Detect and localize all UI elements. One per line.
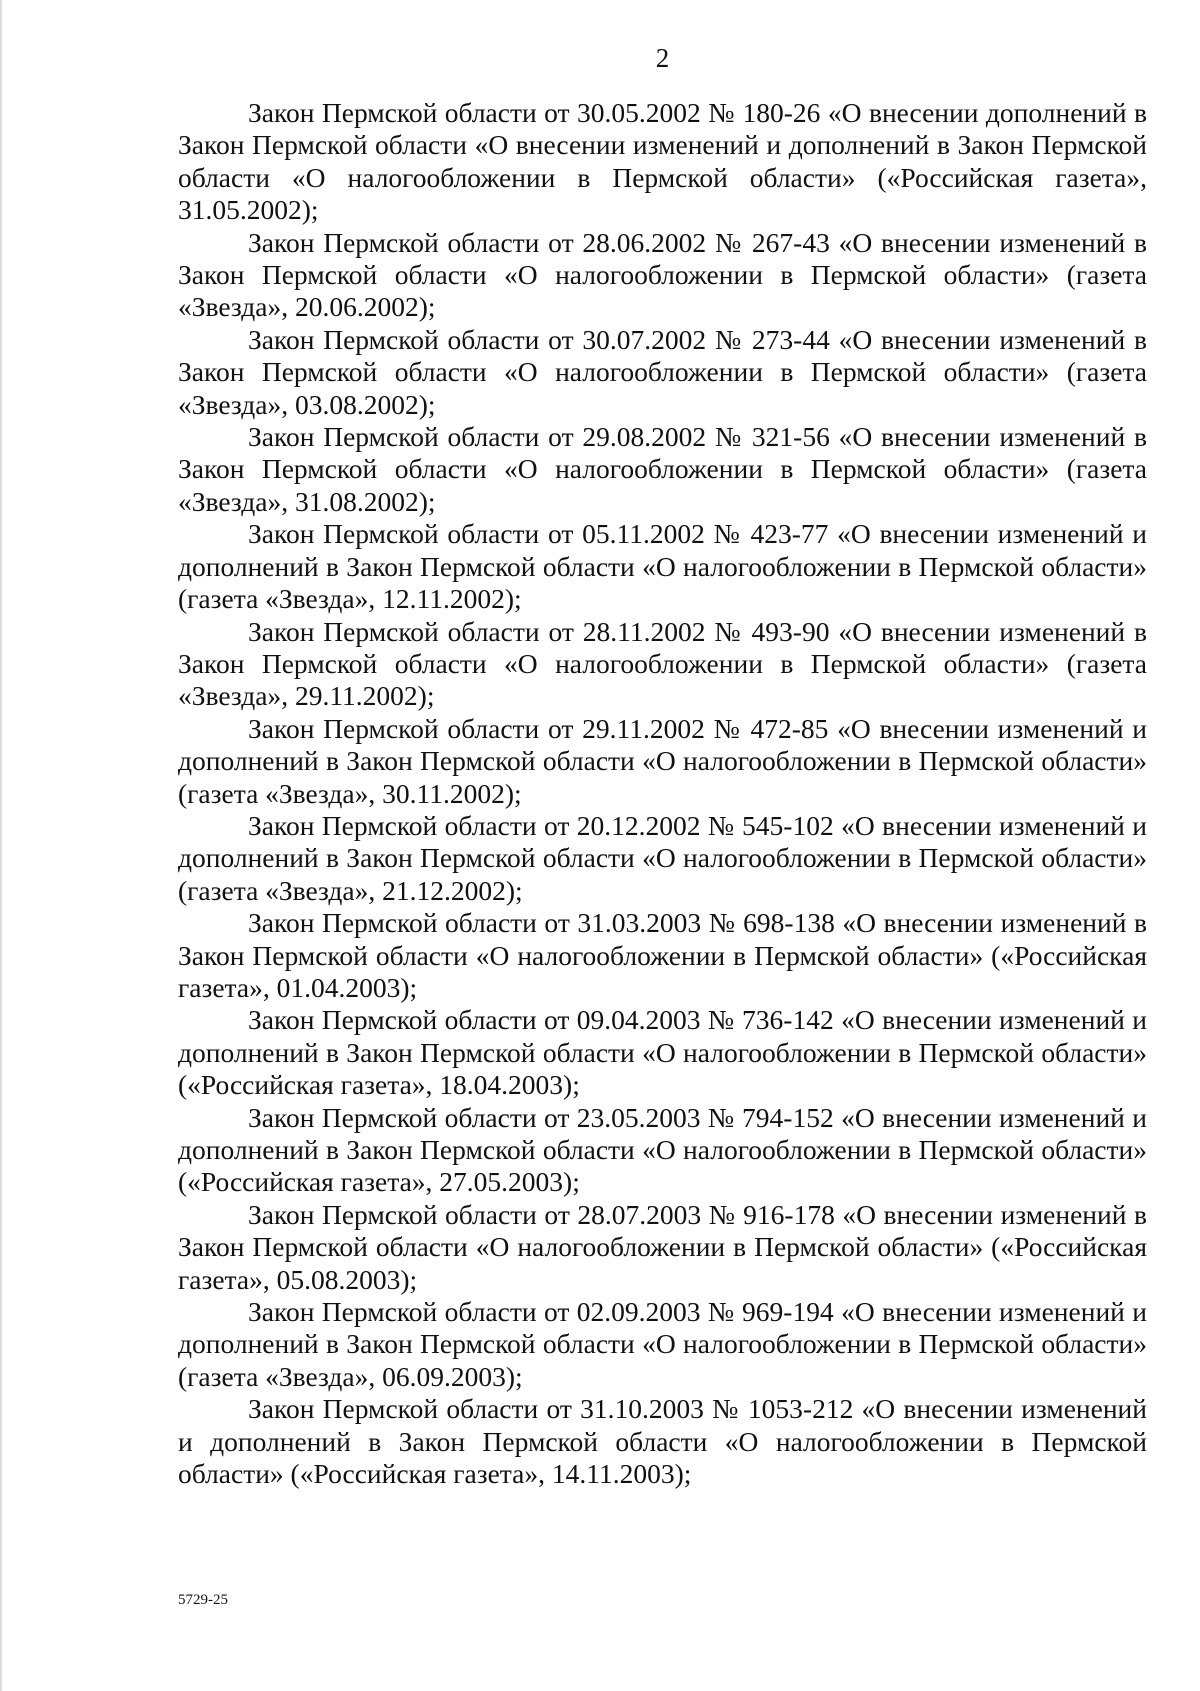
law-entry: Закон Пермской области от 09.04.2003 № 736-142 «О внесении изменений и дополнений в Закон Пермской области «О налогообложении в Пермской области» («Российская газета», 18.04.2003); bbox=[178, 1004, 1147, 1101]
scan-edge bbox=[0, 0, 3, 1691]
law-entry: Закон Пермской области от 28.07.2003 № 916-178 «О внесении изменений в Закон Пермской области «О налогообложении в Пермской области» («Российская газета», 05.08.2003); bbox=[178, 1198, 1147, 1295]
law-entry: Закон Пермской области от 29.08.2002 № 321-56 «О внесении изменений в Закон Пермской области «О налогообложении в Пермской области» (газета «Звезда», 31.08.2002); bbox=[178, 421, 1147, 517]
law-entry: Закон Пермской области от 30.07.2002 № 273-44 «О внесении изменений в Закон Пермской области «О налогообложении в Пермской области» (газета «Звезда», 03.08.2002); bbox=[178, 323, 1147, 420]
law-entry: Закон Пермской области от 28.06.2002 № 267-43 «О внесении изменений в Закон Пермской области «О налогообложении в Пермской области» (газета «Звезда», 20.06.2002); bbox=[178, 226, 1147, 323]
law-entry: Закон Пермской области от 29.11.2002 № 472-85 «О внесении изменений и дополнений в Закон Пермской области «О налогообложении в Пермской области» (газета «Звезда», 30.11.2002); bbox=[178, 712, 1147, 809]
law-entry: Закон Пермской области от 20.12.2002 № 545-102 «О внесении изменений и дополнений в Закон Пермской области «О налогообложении в Пермской области» (газета «Звезда», 21.12.2002); bbox=[178, 809, 1147, 906]
law-list bbox=[178, 97, 1147, 1490]
law-entry: Закон Пермской области от 31.10.2003 № 1053-212 «О внесении изменений и дополнений в Закон Пермской области «О налогообложении в Пермской области» («Российская газета», 14.11.2003); bbox=[178, 1393, 1147, 1490]
law-entry: Закон Пермской области от 02.09.2003 № 969-194 «О внесении изменений и дополнений в Закон Пермской области «О налогообложении в Пермской области» (газета «Звезда», 06.09.2003); bbox=[178, 1296, 1147, 1392]
law-entry: Закон Пермской области от 28.11.2002 № 493-90 «О внесении изменений в Закон Пермской области «О налогообложении в Пермской области» (газета «Звезда», 29.11.2002); bbox=[178, 615, 1147, 712]
page-number: 2 bbox=[655, 43, 670, 73]
law-entry: Закон Пермской области от 31.03.2003 № 698-138 «О внесении изменений в Закон Пермской области «О налогообложении в Пермской области» («Российская газета», 01.04.2003); bbox=[178, 907, 1147, 1003]
law-entry: Закон Пермской области от 23.05.2003 № 794-152 «О внесении изменений и дополнений в Закон Пермской области «О налогообложении в Пермской области» («Российская газета», 27.05.2003); bbox=[178, 1101, 1147, 1198]
document-code: 5729-25 bbox=[178, 1592, 228, 1608]
law-entry: Закон Пермской области от 30.05.2002 № 180-26 «О внесении дополнений в Закон Пермской области «О внесении изменений и дополнений в Закон Пермской области «О налогообложении в Пермской области» («Российская газета», 31.05.2002); bbox=[178, 97, 1147, 226]
law-entry: Закон Пермской области от 05.11.2002 № 423-77 «О внесении изменений и дополнений в Закон Пермской области «О налогообложении в Пермской области» (газета «Звезда», 12.11.2002); bbox=[178, 518, 1147, 615]
